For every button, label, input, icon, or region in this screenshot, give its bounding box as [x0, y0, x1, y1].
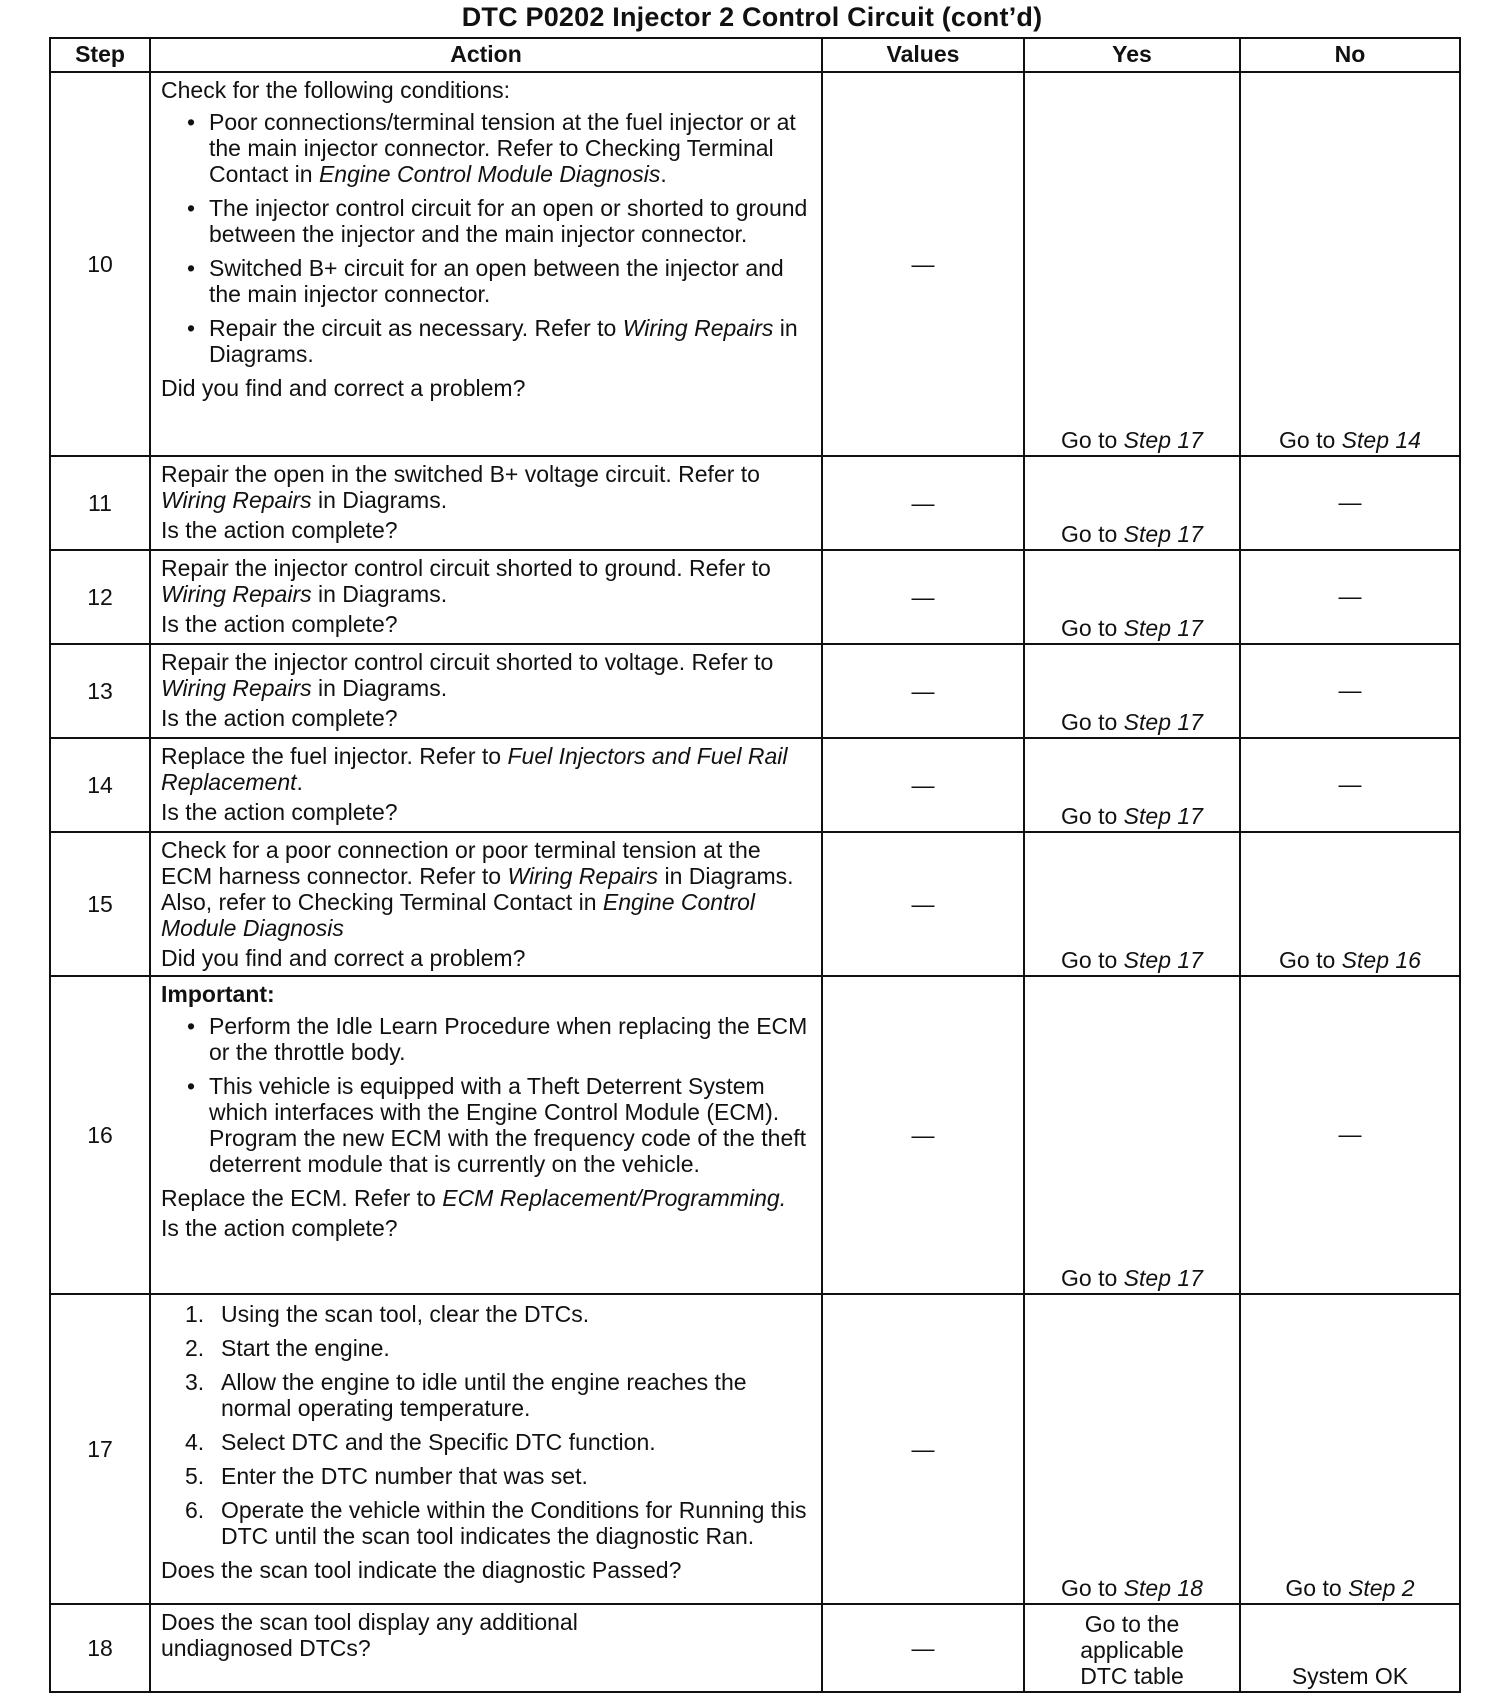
important-list: [161, 1013, 811, 1177]
table-row: [50, 456, 1460, 550]
values-cell: —: [822, 976, 1024, 1294]
action-text: Check for a poor connection or poor terminal tension at the ECM harness connector. Refer to Wiring Repairs in Diagrams. Also, refer to Checking Terminal Contact in Engine Control Module Diagnosis: [161, 837, 794, 941]
step-number: 15: [50, 832, 150, 976]
values-cell: —: [822, 738, 1024, 832]
list-item: 4. Select DTC and the Specific DTC function.: [185, 1429, 656, 1455]
step-number: 17: [50, 1294, 150, 1604]
table-row: [50, 832, 1460, 976]
procedure-list: [161, 1301, 811, 1549]
important-label: Important:: [161, 981, 275, 1007]
step-number: 13: [50, 644, 150, 738]
yes-cell: Go to Step 17: [1024, 644, 1240, 738]
no-cell: —: [1240, 738, 1460, 832]
action-cell: [150, 832, 822, 976]
values-cell: —: [822, 644, 1024, 738]
no-cell: System OK: [1240, 1604, 1460, 1692]
action-cell: [150, 72, 822, 456]
reference-link: Wiring Repairs: [507, 863, 659, 889]
yes-cell: Go to the applicable DTC table: [1024, 1604, 1240, 1692]
action-question: Is the action complete?: [161, 799, 398, 825]
header-action: Action: [150, 38, 822, 72]
values-cell: —: [822, 1604, 1024, 1692]
yes-cell: Go to Step 17: [1024, 550, 1240, 644]
page-title: DTC P0202 Injector 2 Control Circuit (cont’d): [461, 2, 1043, 32]
list-item: 1. Using the scan tool, clear the DTCs.: [185, 1301, 590, 1327]
list-item: 5. Enter the DTC number that was set.: [185, 1463, 588, 1489]
table-row: [50, 644, 1460, 738]
reference-link: Engine Control Module Diagnosis: [161, 889, 756, 941]
step-number: 11: [50, 456, 150, 550]
diagnostic-table: [49, 37, 1461, 1693]
no-cell: —: [1240, 550, 1460, 644]
action-cell: [150, 1294, 822, 1604]
step-number: 14: [50, 738, 150, 832]
reference-link: Wiring Repairs: [161, 487, 312, 513]
action-cell: [150, 738, 822, 832]
action-intro: Check for the following conditions:: [161, 77, 511, 103]
header-yes: Yes: [1024, 38, 1240, 72]
action-question: Does the scan tool display any additional undiagnosed DTCs?: [161, 1609, 578, 1661]
action-text: Repair the open in the switched B+ voltage circuit. Refer to Wiring Repairs in Diagrams.: [161, 461, 760, 513]
no-cell: —: [1240, 976, 1460, 1294]
no-cell: —: [1240, 644, 1460, 738]
step-number: 12: [50, 550, 150, 644]
action-cell: [150, 456, 822, 550]
action-question: Is the action complete?: [161, 517, 398, 543]
action-cell: [150, 550, 822, 644]
yes-cell: Go to Step 17: [1024, 456, 1240, 550]
list-item: • Poor connections/terminal tension at the fuel injector or at the main injector connector. Refer to Checking Terminal Contact in Engine Control Module Diagnosis.: [209, 109, 811, 187]
table-row: [50, 976, 1460, 1294]
values-cell: —: [822, 550, 1024, 644]
list-item: • Perform the Idle Learn Procedure when replacing the ECM or the throttle body.: [209, 1013, 811, 1065]
yes-cell: Go to Step 18: [1024, 1294, 1240, 1604]
list-item: • Repair the circuit as necessary. Refer to Wiring Repairs in Diagrams.: [209, 315, 811, 367]
no-cell: Go to Step 14: [1240, 72, 1460, 456]
action-question: Is the action complete?: [161, 1215, 398, 1241]
action-text: Replace the ECM. Refer to ECM Replacement/Programming.: [161, 1185, 787, 1211]
reference-link: Engine Control Module Diagnosis: [318, 161, 661, 187]
header-values: Values: [822, 38, 1024, 72]
values-cell: —: [822, 1294, 1024, 1604]
action-text: Repair the injector control circuit shorted to voltage. Refer to Wiring Repairs in Diagrams.: [161, 649, 774, 701]
action-question: Did you find and correct a problem?: [161, 945, 526, 971]
reference-link: Wiring Repairs: [161, 581, 312, 607]
condition-list: [161, 109, 811, 367]
reference-link: Wiring Repairs: [622, 315, 774, 341]
yes-cell: Go to Step 17: [1024, 976, 1240, 1294]
table-row: [50, 550, 1460, 644]
table-row: [50, 72, 1460, 456]
step-number: 16: [50, 976, 150, 1294]
action-question: Does the scan tool indicate the diagnostic Passed?: [161, 1557, 682, 1583]
reference-link: Fuel Injectors and Fuel Rail Replacement: [161, 743, 788, 795]
header-step: Step: [50, 38, 150, 72]
action-question: Is the action complete?: [161, 705, 398, 731]
values-cell: —: [822, 456, 1024, 550]
action-text: Repair the injector control circuit shorted to ground. Refer to Wiring Repairs in Diagrams.: [161, 555, 771, 607]
list-item: 2. Start the engine.: [185, 1335, 390, 1361]
reference-link: Wiring Repairs: [161, 675, 312, 701]
yes-cell: Go to Step 17: [1024, 72, 1240, 456]
values-cell: —: [822, 832, 1024, 976]
list-item: • Switched B+ circuit for an open between the injector and the main injector connector.: [209, 255, 811, 307]
values-cell: —: [822, 72, 1024, 456]
yes-cell: Go to Step 17: [1024, 738, 1240, 832]
table-row: [50, 1294, 1460, 1604]
list-item: • This vehicle is equipped with a Theft Deterrent System which interfaces with the Engine Control Module (ECM). Program the new ECM with the frequency code of the theft deterrent module that is currently on the vehicle.: [209, 1073, 811, 1177]
step-number: 18: [50, 1604, 150, 1692]
list-item: 3. Allow the engine to idle until the engine reaches the normal operating temperature.: [185, 1369, 747, 1421]
no-cell: Go to Step 16: [1240, 832, 1460, 976]
table-row: [50, 738, 1460, 832]
action-cell: [150, 644, 822, 738]
list-item: • The injector control circuit for an open or shorted to ground between the injector and the main injector connector.: [209, 195, 811, 247]
action-text: Replace the fuel injector. Refer to Fuel Injectors and Fuel Rail Replacement.: [161, 743, 788, 795]
table-row: [50, 1604, 1460, 1692]
action-cell: [150, 1604, 822, 1692]
yes-cell: Go to Step 17: [1024, 832, 1240, 976]
list-item: 6. Operate the vehicle within the Conditions for Running this DTC until the scan tool indicates the diagnostic Ran.: [185, 1497, 807, 1549]
action-question: Is the action complete?: [161, 611, 398, 637]
reference-link: ECM Replacement/Programming.: [442, 1185, 787, 1211]
no-cell: —: [1240, 456, 1460, 550]
no-cell: Go to Step 2: [1240, 1294, 1460, 1604]
action-question: Did you find and correct a problem?: [161, 375, 526, 401]
step-number: 10: [50, 72, 150, 456]
header-row: [50, 38, 1460, 72]
action-cell: [150, 976, 822, 1294]
header-no: No: [1240, 38, 1460, 72]
